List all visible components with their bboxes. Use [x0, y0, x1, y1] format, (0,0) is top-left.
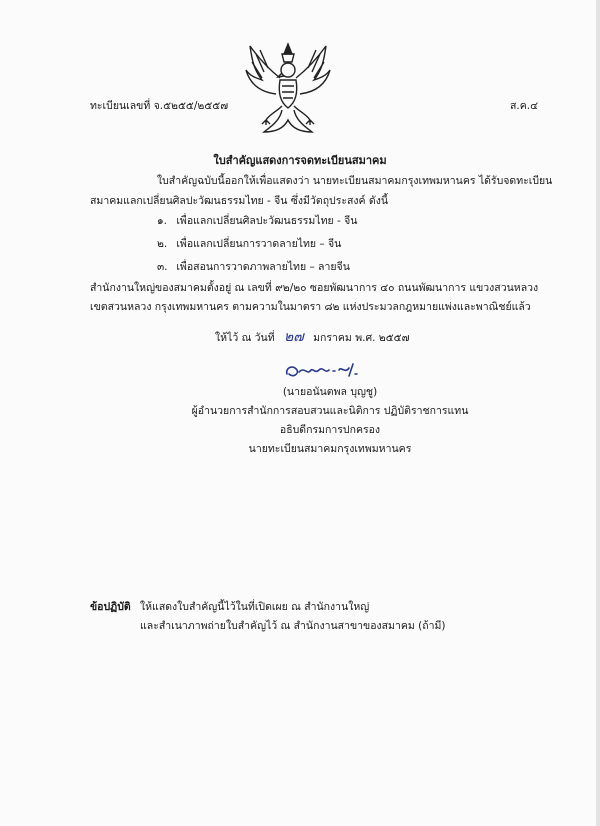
- objective-item: [157, 212, 357, 229]
- registration-number: ทะเบียนเลขที่ จ.๕๒๕๕/๒๕๕๗: [90, 100, 229, 112]
- document-title: ใบสำคัญแสดงการจดทะเบียนสมาคม: [213, 154, 387, 167]
- objective-number: ๓.: [157, 261, 168, 273]
- objective-text: เพื่อแลกเปลี่ยนศิลปะวัฒนธรรมไทย - จีน: [176, 215, 358, 227]
- objective-text: เพื่อแลกเปลี่ยนการวาดลายไทย – จีน: [176, 238, 342, 250]
- intro-line-1: ใบสำคัญฉบับนี้ออกให้เพื่อแสดงว่า นายทะเบียนสมาคมกรุงเทพมหานคร ได้รับจดทะเบียน: [157, 175, 553, 187]
- condition-line-1: ให้แสดงใบสำคัญนี้ไว้ในที่เปิดเผย ณ สำนักงานใหญ่: [140, 601, 370, 613]
- condition-label: ข้อปฏิบัติ: [90, 601, 131, 613]
- objective-item: [157, 235, 341, 252]
- date-suffix: มกราคม พ.ศ. ๒๕๕๗: [313, 332, 410, 344]
- objective-item: [157, 258, 350, 275]
- office-line-2: เขตสวนหลวง กรุงเทพมหานคร ตามความในมาตรา ๘๒ แห่งประมวลกฎหมายแพ่งและพาณิชย์แล้ว: [90, 301, 531, 313]
- signatory-position-2: อธิบดีกรมการปกครอง: [279, 424, 381, 436]
- intro-line-2: สมาคมแลกเปลี่ยนศิลปะวัฒนธรรมไทย - จีน ซึ่งมีวัตถุประสงค์ ดังนี้: [90, 195, 389, 207]
- signatory-position-3: นายทะเบียนสมาคมกรุงเทพมหานคร: [248, 443, 412, 455]
- date-prefix: ให้ไว้ ณ วันที่: [215, 332, 275, 344]
- condition-line-2: และสำเนาภาพถ่ายใบสำคัญไว้ ณ สำนักงานสาขาของสมาคม (ถ้ามี): [140, 620, 446, 632]
- signatory-position-1: ผู้อำนวยการสำนักการสอบสวนและนิติการ ปฏิบัติราชการแทน: [191, 405, 469, 417]
- objective-text: เพื่อสอนการวาดภาพลายไทย – ลายจีน: [176, 261, 350, 273]
- form-code: ส.ค.๔: [510, 100, 539, 112]
- signatory-name: (นายอนันตพล บุญชู): [282, 386, 378, 398]
- date-day-handwritten: ๒๗: [283, 329, 304, 345]
- objective-number: ๒.: [157, 238, 168, 250]
- issue-date: [215, 326, 410, 348]
- office-line-1: สำนักงานใหญ่ของสมาคมตั้งอยู่ ณ เลขที่ ๙๒/๒๐ ซอยพัฒนาการ ๔๐ ถนนพัฒนาการ แขวงสวนหลวง: [90, 282, 539, 294]
- objective-number: ๑.: [157, 215, 168, 227]
- garuda-emblem-icon: [242, 40, 334, 138]
- signature-mark: [283, 356, 363, 382]
